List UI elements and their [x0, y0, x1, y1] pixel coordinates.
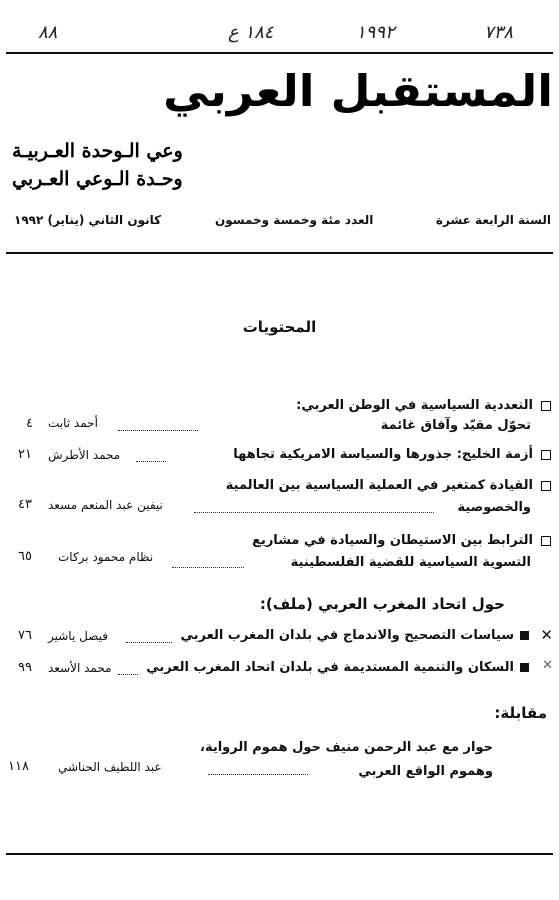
article-title: السكان والتنمية المستديمة في بلدان اتحاد المغرب العربي: [146, 660, 529, 675]
article-author: أحمد ثابت: [48, 416, 98, 430]
slogan-line-1: وعي الـوحدة العـربيـة: [12, 140, 183, 162]
handwritten-number: ٨٨: [38, 22, 58, 43]
article-title-line1: أزمة الخليج: جذورها والسياسة الامريكية تجاهها: [233, 447, 551, 462]
leader-dots: [194, 502, 434, 513]
article-page: ٩٩: [18, 660, 32, 675]
section-heading-maghreb: حول اتحاد المغرب العربي (ملف):: [259, 595, 505, 613]
contents-title: المحتويات: [242, 318, 317, 336]
article-title-line2: التسوية السياسية للقضية الفلسطينية: [290, 555, 531, 570]
article-entry[interactable]: [8, 660, 551, 680]
article-entry[interactable]: [8, 398, 551, 432]
article-title-line1: القيادة كمتغير في العملية السياسية بين العالمية: [226, 478, 551, 493]
square-bullet-icon: [520, 663, 529, 672]
issue-number: العدد مئة وخمسة وخمسون: [215, 213, 374, 227]
article-entry[interactable]: [8, 533, 551, 573]
checkbox-icon: [541, 536, 551, 546]
article-author: عبد اللطيف الحناشي: [58, 760, 162, 774]
issue-date: كانون الثاني (يناير) ١٩٩٢: [14, 213, 162, 227]
article-page: ١١٨: [8, 759, 29, 774]
leader-dots: [208, 764, 308, 775]
leader-dots: [172, 557, 244, 568]
article-entry[interactable]: [8, 628, 551, 648]
article-author: نيفين عبد المنعم مسعد: [48, 498, 163, 512]
article-title-line1: التعددية السياسية في الوطن العربي:: [296, 398, 551, 413]
article-entry[interactable]: [8, 447, 551, 467]
handwritten-x-mark: ✕: [542, 658, 553, 673]
article-title-line2: وهموم الواقع العربي: [358, 764, 493, 779]
handwritten-year: ١٩٩٢: [356, 22, 395, 43]
article-title-line1: الترابط بين الاستيطان والسيادة في مشاريع: [252, 533, 551, 548]
bottom-rule: [6, 853, 553, 855]
article-page: ٢١: [18, 447, 32, 462]
article-entry[interactable]: [8, 740, 551, 780]
checkbox-icon: [541, 450, 551, 460]
masthead-logo: المستقبل العربي: [163, 65, 553, 117]
leader-dots: [136, 451, 166, 462]
article-page: ٤٣: [18, 497, 32, 512]
article-entry[interactable]: [8, 478, 551, 518]
checkbox-icon: [541, 401, 551, 411]
handwritten-x-mark: ✕: [540, 626, 553, 644]
article-page: ٤: [26, 416, 33, 431]
top-rule: [6, 52, 553, 54]
article-title-line2: والخصوصية: [457, 500, 531, 515]
leader-dots: [118, 664, 138, 675]
section-heading-interview: مقابلة:: [494, 704, 547, 722]
article-page: ٦٥: [18, 549, 32, 564]
article-author: محمد الأسعد: [48, 661, 112, 675]
article-title-line2: تحوّل مقيّد وآفاق غائمة: [380, 418, 531, 433]
issue-rule: [6, 252, 553, 254]
article-author: فيصل ياشير: [48, 629, 108, 643]
article-page: ٧٦: [18, 628, 32, 643]
handwritten-code: ٧٣٨: [484, 22, 514, 43]
square-bullet-icon: [520, 631, 529, 640]
article-author: نظام محمود بركات: [58, 550, 154, 564]
checkbox-icon: [541, 481, 551, 491]
leader-dots: [118, 420, 198, 431]
article-title: سياسات التصحيح والاندماج في بلدان المغرب العربي: [180, 628, 529, 643]
article-title-line1: حوار مع عبد الرحمن منيف حول هموم الرواية،: [200, 740, 493, 755]
slogan-line-2: وحـدة الـوعي العـربي: [12, 168, 183, 190]
leader-dots: [126, 632, 172, 643]
handwritten-issue: ١٨٤ ع: [228, 22, 274, 43]
article-author: محمد الأطرش: [48, 448, 121, 462]
issue-year: السنة الرابعة عشرة: [435, 213, 551, 227]
